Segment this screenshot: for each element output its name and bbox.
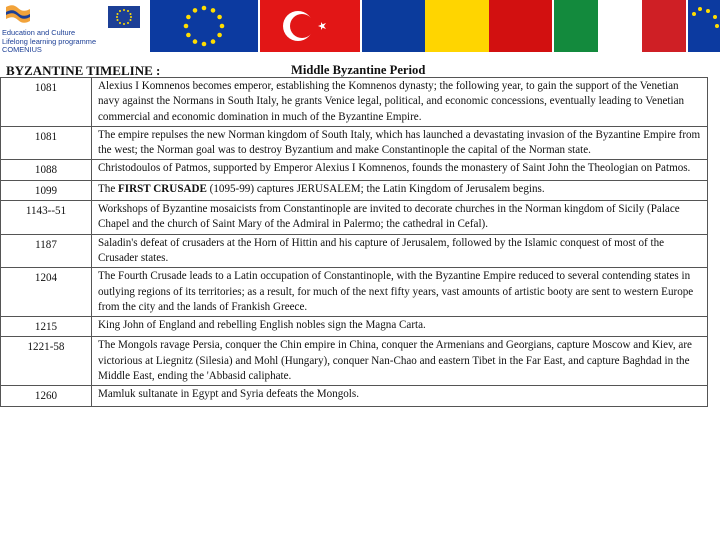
italy-flag: [554, 0, 686, 52]
event-cell: [92, 268, 708, 317]
table-row: [1, 317, 708, 337]
event-text: Mamluk sultanate in Egypt and Syria defeats the Mongols.: [98, 388, 359, 401]
table-row: [1, 126, 708, 160]
event-text: The empire repulses the new Norman kingdom of South Italy, which has launched a devastating invasion of the Byzantine Empire from the west; the Norman goal was to destroy Byzantium and make Constantinople the capital of the Norman state.: [98, 128, 701, 157]
year-cell: 1187: [1, 234, 92, 268]
event-cell: [92, 201, 708, 235]
period-title: Middle Byzantine Period: [291, 63, 426, 77]
event-text: The: [98, 182, 119, 195]
year-cell: 1221-58: [1, 337, 92, 386]
eu-flag-partial: [688, 0, 720, 52]
timeline-table: [0, 77, 708, 407]
table-row: [1, 78, 708, 127]
event-text: King John of England and rebelling English nobles sign the Magna Carta.: [98, 319, 426, 332]
event-text: Christodoulos of Patmos, supported by Emperor Alexius I Komnenos, founds the monastery of Saint John the Theologian on Patmos.: [98, 162, 691, 175]
event-cell: [92, 234, 708, 268]
eu-flag: [150, 0, 258, 52]
table-row: [1, 337, 708, 386]
header-banner: [0, 0, 720, 56]
year-cell: 1081: [1, 126, 92, 160]
event-text-bold: FIRST CRUSADE: [118, 182, 207, 195]
year-cell: 1088: [1, 160, 92, 180]
event-cell: [92, 386, 708, 406]
logo-eu-flag-icon: [108, 6, 140, 28]
event-text: JERUSALEM: [296, 182, 361, 195]
table-row: [1, 160, 708, 180]
program-logo: [0, 0, 150, 56]
event-text: Saladin's defeat of crusaders at the Horn of Hittin and his capture of Jerusalem, followed by the Islamic conquest of most of the Crusader states.: [98, 236, 665, 264]
table-row: [1, 386, 708, 406]
event-text: (1095-99) captures: [206, 182, 297, 195]
year-cell: 1143--51: [1, 201, 92, 235]
event-cell: [92, 126, 708, 160]
romania-flag: [362, 0, 552, 52]
logo-line-3: COMENIUS: [2, 45, 42, 54]
year-cell: 1260: [1, 386, 92, 406]
table-row: [1, 234, 708, 268]
event-cell: [92, 180, 708, 200]
page-title: BYZANTINE TIMELINE :: [6, 63, 161, 78]
logo-line-2: Lifelong learning programme: [2, 36, 97, 46]
event-text: Workshops of Byzantine mosaicists from Constantinople are invited to decorate churches in the Norman kingdom of Sicily (Palace Chapel and the church of Saint Mary of the Admiral in Palermo; the cathedral in Cefal).: [98, 203, 680, 231]
event-cell: [92, 78, 708, 127]
turkey-flag: [260, 0, 360, 52]
logo-line-1: Education and Culture: [2, 28, 76, 37]
event-text: ; the Latin Kingdom of Jerusalem begins.: [360, 182, 545, 195]
logo-text: [2, 29, 148, 55]
event-cell: [92, 317, 708, 337]
table-row: [1, 201, 708, 235]
table-row: [1, 180, 708, 200]
year-cell: 1099: [1, 180, 92, 200]
year-cell: 1204: [1, 268, 92, 317]
event-text: The Fourth Crusade leads to a Latin occupation of Constantinople, with the Byzantine Empire reduced to several contending states in outlying regions of its territories; as a result, for much of the next fifty years, vast amounts of artistic booty are sent to western Europe from the city and the lands of Frankish Greece.: [98, 270, 694, 313]
event-text: Alexius I Komnenos becomes emperor, establishing the Komnenos dynasty; the following year, to gain the support of the Venetian navy against the Normans in South Italy, he grants Venice legal, political, and economic concessions, eventually leading to Venetian commercial and economic domination in much of the Byzantine Empire.: [98, 80, 685, 123]
year-cell: 1215: [1, 317, 92, 337]
event-cell: [92, 160, 708, 180]
year-cell: 1081: [1, 78, 92, 127]
event-text: The Mongols ravage Persia, conquer the Chin empire in China, conquer the Armenians and Georgians, capture Moscow and Kiev, are victorious at Liegnitz (Silesia) and Mohl (Hungary), conquer Nan-Chao and eastern Tibet in the Far East, and capture Baghdad in the Middle East, ending the 'Abbasid caliphate.: [98, 339, 692, 383]
event-cell: [92, 337, 708, 386]
logo-flag-icon: [4, 3, 32, 27]
table-row: [1, 268, 708, 317]
